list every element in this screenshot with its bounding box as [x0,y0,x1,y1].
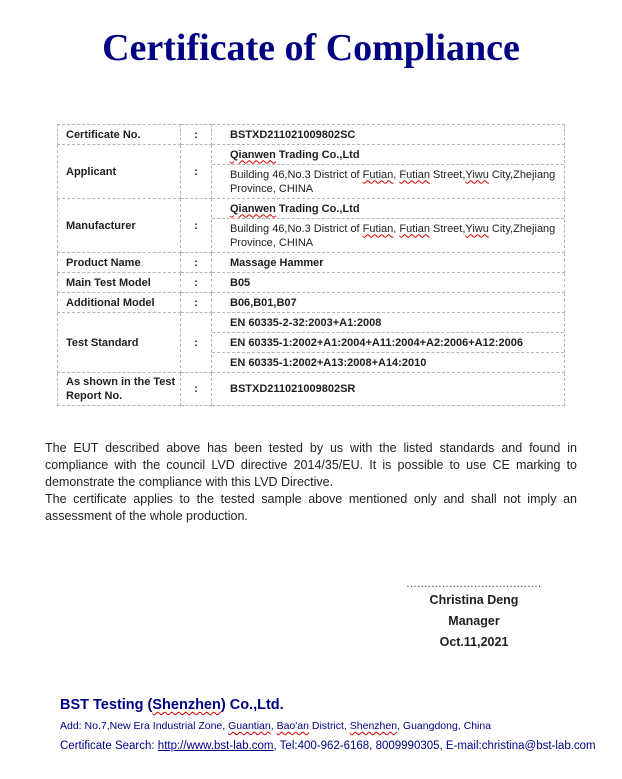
signature-block [358,578,590,653]
row-colon: : [181,273,212,293]
table-row-additional-model [58,293,565,313]
declaration-paragraph-1: The EUT described above has been tested by us with the listed standards and found in compliance with the council LVD directive 2014/35/EU. It is possible to use CE marking to demonstrate the compliance with this LVD Directive. [45,441,577,489]
row-label: Main Test Model [58,273,181,293]
manufacturer-name: Qianwen Trading Co.,Ltd [230,202,360,215]
row-value-cell [212,373,565,406]
certificate-table [57,124,565,406]
manufacturer-address: Building 46,No.3 District of Futian, Futian Street,Yiwu City,Zhejiang Province, CHINA [212,218,564,252]
row-colon: : [181,125,212,145]
footer [60,697,605,752]
page-title: Certificate of Compliance [102,27,520,69]
test-standard-3: EN 60335-1:2002+A13:2008+A14:2010 [212,352,564,372]
row-label: Certificate No. [58,125,181,145]
row-colon: : [181,145,212,199]
footer-contact-info: , Tel:400-962-6168, 8009990305, E-mail:christina@bst-lab.com [273,740,596,752]
signatory-name: Christina Deng [429,593,519,607]
lab-address: Add: No.7,New Era Industrial Zone, Guantian, Bao'an District, Shenzhen, Guangdong, China [60,720,492,732]
test-report-number: BSTXD211021009802SR [230,383,356,395]
signatory-title: Manager [448,614,500,628]
test-standard-2: EN 60335-1:2002+A1:2004+A11:2004+A2:2006+A12:2006 [212,332,564,352]
row-label: Manufacturer [58,199,181,253]
declaration-paragraph-2: The certificate applies to the tested sample above mentioned only and shall not imply an assessment of the whole production. [45,492,577,523]
row-value-cell [212,293,565,313]
row-value-cell [212,313,565,373]
row-label: Product Name [58,253,181,273]
table-row-test-report-no [58,373,565,406]
row-value-cell [212,273,565,293]
lab-company-name: BST Testing (Shenzhen) Co.,Ltd. [60,697,284,713]
table-row-main-test-model [58,273,565,293]
row-label: As shown in the Test Report No. [58,373,181,406]
row-label: Applicant [58,145,181,199]
row-colon: : [181,373,212,406]
row-colon: : [181,253,212,273]
test-standard-1: EN 60335-2-32:2003+A1:2008 [230,316,382,329]
additional-models: B06,B01,B07 [230,296,297,309]
table-row-certificate-no [58,125,565,145]
table-row-product-name [58,253,565,273]
table-row-manufacturer [58,199,565,253]
table-row-applicant [58,145,565,199]
certificate-number: BSTXD211021009802SC [230,128,356,141]
lab-website-link[interactable]: http://www.bst-lab.com [157,740,274,752]
product-name: Massage Hammer [230,256,324,269]
row-value-cell [212,253,565,273]
signature-date: Oct.11,2021 [439,635,509,649]
row-label: Test Standard [58,313,181,373]
applicant-address: Building 46,No.3 District of Futian, Futian Street,Yiwu City,Zhejiang Province, CHINA [212,164,564,198]
row-label: Additional Model [58,293,181,313]
row-value-cell [212,125,565,145]
row-colon: : [181,199,212,253]
table-row-test-standard [58,313,565,373]
row-value-cell [212,199,565,253]
row-value-cell [212,145,565,199]
row-colon: : [181,313,212,373]
main-test-model: B05 [230,276,251,289]
row-colon: : [181,293,212,313]
certificate-search-label: Certificate Search: [60,740,158,752]
certificate-search-line [60,740,605,752]
applicant-name: Qianwen Trading Co.,Ltd [230,148,360,161]
signature-line: ...................................... [406,578,542,590]
declaration-text [45,440,577,525]
